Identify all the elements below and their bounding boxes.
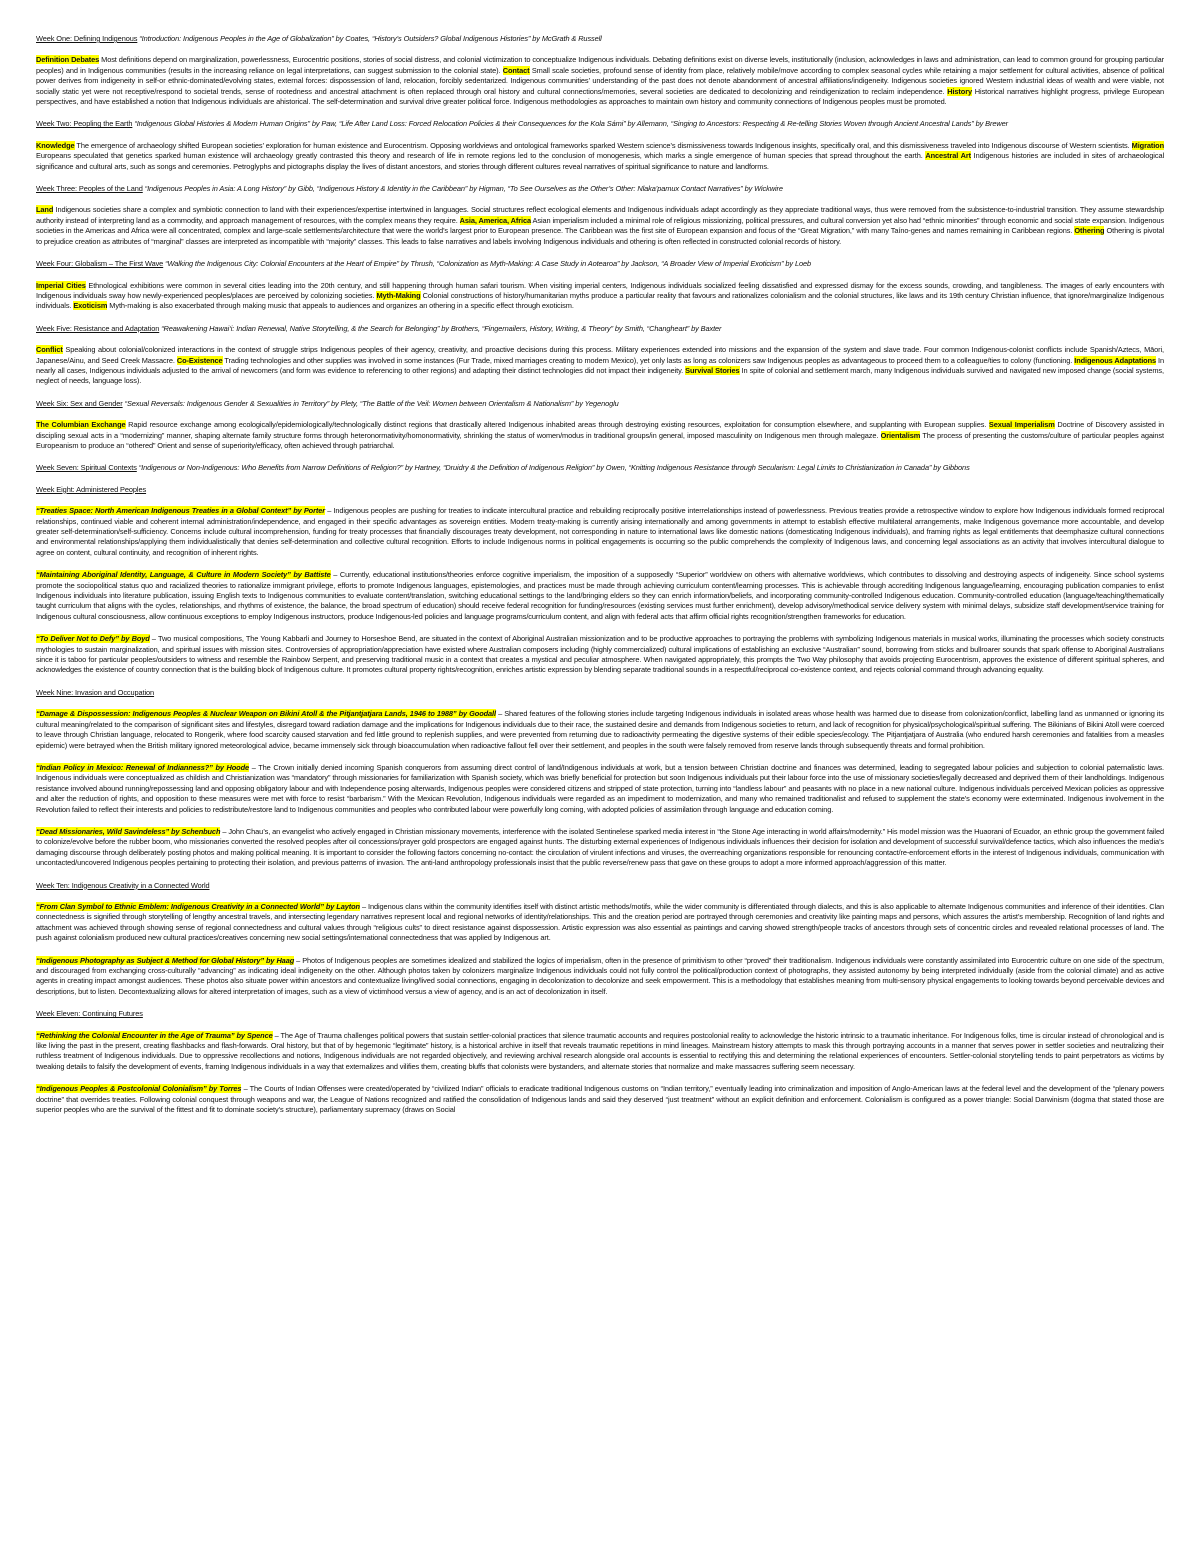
week-title: Week Five: Resistance and Adaptation — [36, 323, 160, 333]
paragraph-text: Indigenous societies share a complex and symbiotic connection to land with their experiences/expertise intertwined in languages. Social structures reflect ecological elements and Indigenous individuals adapt accordingly as they appreciate traditional ways, thus were removed from the subsistence-to-industrial transition. They assume stewardship authority instead of interpreting land as a commodity, and approach management of resources, with the complex means they require. — [36, 205, 1164, 225]
highlighted-term: Land — [36, 205, 54, 215]
highlighted-term: Orientalism — [880, 430, 921, 440]
week-heading — [36, 119, 1164, 129]
paragraph-text: Small scale societies, profound sense of identity from place, relatively mobile/move according to complex seasonal cycles while retaining a major settlement for cultural activities, absence of political power derives from indigeneity in self-or ethnic-dominated/evolving states, external forces: dispossession of land, relocation, forcibly sedentarized. Indigenous communities’ understanding of the past does not denote abandonment of ancestral affiliations/indigeneity. Indigenous societies ignored Western industrial ideas of wealth and were viable, not socially static yet were not receptive/respond to societal trends, sense of rootedness and ancestral attachment is often replaced through oral history and cultural connections/memories, several societies are dedicated to decolonizing and reindigenization to reclaim independence. — [36, 65, 1165, 96]
week-readings: “Sexual Reversals: Indigenous Gender & Sexualities in Territory” by Plety, “The Battle of the Veil: Women between Orientalism & Nationalism” by Yegenoglu — [124, 398, 619, 408]
week-readings: “Walking the Indigenous City: Colonial Encounters at the Heart of Empire” by Thrush, “Colonization as Myth-Making: A Case Study in Aotearoa” by Jackson, “A Broader View of Imperial Exoticism” by Loeb — [165, 259, 811, 269]
week-heading — [36, 34, 1164, 44]
highlighted-term: Definition Debates — [36, 55, 100, 65]
week-heading — [36, 485, 1164, 495]
paragraph-text: The process of presenting the customs/culture of particular peoples against Europeanism to produce an “othered” Orient and sense of superiority/efficacy, often achieved through patriarchal. — [36, 430, 1164, 450]
week-readings: “Indigenous Peoples in Asia: A Long History” by Gibb, “Indigenous History & Identity in the Caribbean” by Higman, “To See Ourselves as the Other’s Other: Nlaka’pamux Contact Narratives” by Wickwire — [144, 184, 783, 194]
paragraph-text: Doctrine of Discovery assisted in discipling sexual acts in a “modernizing” manner, shaping alternate family structure forms through heteronormativity/homonormativity, shrinking the status of women/modus in traditional groups/in general, imposed masculinity on Indigenous men through malegaze. — [36, 420, 1164, 440]
week-title: Week Seven: Spiritual Contexts — [36, 463, 137, 473]
paragraph-text: – Indigenous clans within the community identifies itself with distinct artistic methods/motifs, while the wider community is differentiated through dialects, and this is also applicable to alternate Indigenous communities and inference of their identities. Clan connectedness is signified through storytelling of lengthy ancestral travels, and intersecting legendary narratives represent local and regional networks of identity/relationships. This and the creation period are portrayed through ceremonies and creativity like painting maps and persons, which assures the artist’s membership. Recognition of land rights and attachment was achieved through showing sense of regional connectedness and cultural values through “religious cults” to direct resistance against dispossession. Artistic expression was also essential as paintings and carving showed strength/people tracks of ancestors through sets of concentric circles and revealed relational processes of land. The push against colonialism produced new cultural practices/creatives concerning new social settings/international connectedness that was applied by Indigenous art. — [36, 901, 1165, 943]
paragraph-text: – Currently, educational institutions/theories enforce cognitive imperialism, the imposition of a supposedly “Superior” worldview on others with alternative worldviews, which contributes to dissolving and destroying aspects of indigeneity. Since school systems promote the sociopolitical status quo and racialized theories to rationalize immigrant privilege, efforts to promote Indigenous languages, epistemologies, and practices must be made through achieving curriculum content/learning processes. This is achievable through accrediting Indigenous language/learning, encouraging publication companies to enlist Indigenous individuals into literature publication, issuing English texts to Indigenous communities to evaluate content/translation, switching educational settings to the land/bringing elders so they can enrich information/beliefs, and incorporating community-controlled Indigenous education. Community-controlled education (language/teaching/thematically taught curriculum that aligns with the cycles, relationships, and rhythms of existence, the balance, the broad spectrum of education) should receive federal recognition for funding/resources (existing services must further enrichment), develop advisory/methodical service delivery system with minimal delays, subsidize staff development/service training for Indigenous cultural consciousness, allow continuous exceptions to employ Indigenous instructors, produce Indigenous-led policies and language programs/curriculum content, and align with federal acts that affirm official rights recognition/strengthen frameworks for education. — [36, 570, 1164, 621]
week-title: Week Six: Sex and Gender — [36, 398, 123, 408]
paragraph-text: Asian imperialism included a minimal role of religious missionizing, political pressures, and cultural conversion yet also had “ethnic minorities” through economic and social state expansion. Indigenous societies in the Americas and Africa were all concentrated, complex and large-scale settlements/architecture that were the world’s largest prior to European presence. The Caribbean was the first site of European expansion and focus of the “Great Migration,” with many Taíno-genes and names remaining in Caribbean regions. — [36, 215, 1165, 236]
paragraph-text: – The Courts of Indian Offenses were created/operated by “civilized Indian” officials to eradicate traditional Indigenous customs on “Indian territory,” eventually leading into criminalization and imposition of Anglo-American laws at the federal level and the development of the “plenary powers doctrine” that overrides treaties. Following colonial conquest through weapons and war, the League of Nations recognized and ratified the consolidation of Indigenous lands and said they deserved “just treatment” without an explicit definition and enforcement. Colonialism is configured as a power triangle: Social Darwinism (dogma that stated those are superior peoples who are the survival of the fittest and fit to dominate society’s structure), parliamentary supremacy (draws on Social — [36, 1084, 1164, 1115]
highlighted-term: Myth-Making — [376, 290, 421, 300]
week-readings: “Indigenous Global Histories & Modern Human Origins” by Paw, “Life After Land Loss: Forced Relocation Policies & their Consequences for the Kola Sámi” by Allemann, “Singing to Ancestors: Respecting & Re-telling Stories Woven through Ancient Ancestral Lands” by Brewer — [134, 119, 1008, 129]
paragraph-text: In spite of colonial and settlement march, many Indigenous individuals survived and navigated new imposed change (social systems, neglect of needs, language loss). — [36, 365, 1164, 386]
week-readings: “Introduction: Indigenous Peoples in the Age of Globalization” by Coates, “History’s Outsiders? Global Indigenous Histories” by McGrath & Russell — [139, 34, 602, 43]
paragraph-text: Colonial constructions of history/humanitarian myths produce a particular reality that favours and rationalizes colonialism and the colonial structures, like laws and its 19th century Christian influence, that ignore/marginalize Indigenous individuals. — [36, 290, 1164, 311]
week-title: Week Three: Peoples of the Land — [36, 184, 143, 194]
highlighted-source-title: “Dead Missionaries, Wild Savindeless” by Schenbuch — [36, 826, 221, 836]
highlighted-source-title: “Indigenous Photography as Subject & Method for Global History” by Haag — [36, 955, 295, 965]
paragraph-text: – Shared features of the following stories include targeting Indigenous individuals in isolated areas whose health was harmed due to disease from colonization/conflict, labelling land as unmanned or ignoring its cultural meaning/related to the comparison of significant sites and lifestyles, disregard toward radiation damage and the implications for Indigenous individuals due to their race, the sustained desire and demands from Indigenous societies to return, and lack of recognition for physical/psychological/spiritual suffering. The Bikinians of Bikini Atoll were coerced to leave through Christian language, relocated to Rongerik, where food scarcity caused starvation and fed little ground to replenish supplies, and were prevented from returning due to radioactivity permeating the digestive systems of their edible species/ecology. The Pitjantjatjara of Australia (who endured harsh ceremonies and fatalities from a measles epidemic) were betrayed when the British military ignored meteorological advice, became immensely sick through bioaccumulation when radioactive fallout fell over their settlement, and peoples in the south were falsely removed from reserve lands through subsequently threats and formal prohibition. — [36, 709, 1164, 750]
paragraph-text: – Photos of Indigenous peoples are sometimes idealized and stabilized the logics of imperialism, often in the presence of primitivism to other “proved” their traditionalism. Indigenous individuals were constantly assimilated into Eurocentric culture on one side of the spectrum, and discouraged from exchanging cross-culturally “advancing” as indicating ideal indigeneity on the other. Although photos taken by colonizers marginalize Indigenous individuals could not fully control the political/production context of photographs, they assisted autonomy by being interpreted individually (aside from the colonial climate) and as active agents in creating impact amongst audiences. These photos also situate power within ancestors and contextualize living/lived social connections, engaging in decolonization to decolonize and seek empowerment. This is a methodology that establishes meaning from multi-sensory physical engagements to looking towards beyond perceivable devices and descriptions, but to listen. Decontextualizing allows for altered interpretation of images, such as a view of victimhood versus a view of agency, and is an act of decolonization in itself. — [36, 955, 1164, 996]
week-heading — [36, 688, 1164, 698]
week-heading — [36, 324, 1164, 334]
highlighted-term: The Columbian Exchange — [36, 420, 126, 430]
highlighted-source-title: “Rethinking the Colonial Encounter in the Age of Trauma” by Spence — [36, 1030, 273, 1040]
highlighted-term: History — [947, 86, 972, 96]
summary-paragraph — [36, 709, 1164, 751]
summary-paragraph — [36, 420, 1164, 451]
week-heading — [36, 1009, 1164, 1019]
highlighted-term: Exoticism — [73, 301, 108, 311]
highlighted-term: Asia, America, Africa — [459, 215, 531, 225]
highlighted-term: Sexual Imperialism — [988, 420, 1055, 430]
summary-paragraph — [36, 281, 1164, 312]
highlighted-term: Conflict — [36, 345, 63, 355]
paragraph-text: The emergence of archaeology shifted European societies’ exploration for human existence and Eurocentrism. Opposing worldviews and ontological frameworks sparked Western science’s dismissiveness towards Indigenous insights, specifically oral, and this dismissiveness traveled into Indigenous discourse of Western scientists. — [74, 140, 1132, 150]
week-heading — [36, 184, 1164, 194]
summary-paragraph — [36, 55, 1164, 107]
highlighted-source-title: “To Deliver Not to Defy” by Boyd — [36, 634, 150, 644]
highlighted-term: Knowledge — [36, 140, 75, 150]
paragraph-text: Rapid resource exchange among ecologically/epidemiologically/technologically distinct regions that drastically altered Indigenous inhabited areas through destroying existing resources, exploitation for consumption elsewhere, and supplanting with European supplies. — [125, 420, 989, 430]
week-title: Week Ten: Indigenous Creativity in a Connected World — [36, 880, 210, 890]
summary-paragraph — [36, 956, 1164, 998]
highlighted-source-title: “From Clan Symbol to Ethnic Emblem: Indigenous Creativity in a Connected World” by Layton — [36, 901, 360, 911]
highlighted-source-title: “Indian Policy in Mexico: Renewal of Indianness?” by Hoode — [36, 762, 250, 772]
paragraph-text: Ethnological exhibitions were common in several cities leading into the 20th century, and still happening through human safari tourism. When visiting imperial centers, Indigenous individuals socialized feeling dissatisfied and expressed dismay for the excess sounds, crowding, and tangibleness. The images of early encounters with Indigenous individuals sway how newly-experienced peoples/places are perceived by colonizing societies. — [36, 280, 1164, 300]
paragraph-text: Speaking about colonial/colonized interactions in the context of struggle strips Indigenous peoples of their agency, creativity, and proactive decisions during this process. Military experiences extended into missions and the expansion of the system and slave trade. Four common Indigenous-colonist conflicts include Spanish/Aztecs, Māori, Japanese/Ainu, and Seed Creek Massacre. — [36, 345, 1164, 365]
week-title: Week Eleven: Continuing Futures — [36, 1009, 143, 1019]
summary-paragraph — [36, 205, 1164, 247]
highlighted-term: Othering — [1074, 226, 1105, 236]
paragraph-text: – John Chau’s, an evangelist who actively engaged in Christian missionary movements, interference with the isolated Sentinelese sparked media interest in “the Stone Age interacting in world affairs/modernity.” His model mission was the Huaorani of Ecuador, an ethnic group the government failed to colonize/evolve before the rubber boom, who missionaries converted the resolved peoples after oil concessions/prayer gold prospectors are engaged against hunts. The disturbing external experiences of Indigenous individuals influences their decision for isolation and development of successful survival/defence tactics, which also influences the media’s damaging discourse through deliberately posting photos and making political meaning. It is important to consider the following factors concerning no-contact: the circulation of virulent infections and viruses, the overreaching organizations responsible for renouncing contact/re-enforcement efforts in the interest of Indigenous individuals, communication with uncontacted/uncovered Indigenous peoples pertaining to protecting their isolation, and previous patterns of invasion. The anti-land anthropology professionals insist that the public reverse/renew pass that gave on these groups to adopt a more informed approach/aggression of this matter. — [36, 826, 1164, 868]
highlighted-term: Imperial Cities — [36, 280, 86, 290]
highlighted-source-title: “Treaties Space: North American Indigenous Treaties in a Global Context” by Porter — [36, 506, 326, 516]
summary-paragraph — [36, 763, 1164, 815]
paragraph-text: Myth-making is also exacerbated through making music that appeals to audiences and organizes an othering in a specific effect through exoticism. — [107, 301, 574, 311]
summary-paragraph — [36, 345, 1164, 387]
paragraph-text: – The Crown initially denied incoming Spanish conquerors from assuming direct control of land/Indigenous individuals at work, but a tension between Christian doctrine and finances was determined, leading to segregated labour policies and subjection to colonial paternalistic laws. Indigenous individuals were conceptualized as childish and Christianization was “mandatory” through missionaries for familiarization with Spanish society, which was briefly beneficial for protection but soon Indigenous individuals put their labour force into the use of missionary societies/legally decreased and deprived them of their landholdings. Indigenous resistance involved abound running/repossessing land and opposing obligatory labour and with Independence posing alterwards, Indigenous peoples were considered citizens and stripped of state protection, turning into “landless labour” and peasants with no place in a new national culture. Indigenous individuals perceived Mexican policies as oppressive and alter the reduction of rights, and opposition to these measures were met with force to resist “barbarism.” With the Mexican Revolution, Indigenous individuals were regarded as an impediment to modernization, and many who remained traditionalist and refused to supplement the state’s economy were exterminated. Indigenous involvement in the Revolution failed to reflect their interests and policies to redistribute/restore land to Indigenous communities and peoples who contributed labour were powerfully long coming, with adopted policies of assimilation through language and education coming. — [36, 762, 1164, 814]
paragraph-text: – Indigenous peoples are pushing for treaties to indicate intercultural practice and rebuilding reciprocally positive interrelationships instead of powerlessness. Previous treaties provide a retrospective window to explore how Indigenous individuals formed reciprocal relationships, continued viable and coherent internal administration/independence, and engaged in their specific advantages as sovereign entities. Modern treaty-making is currently arising internationally and among governments in attempt to establish effective multilateral arrangements, make Indigenous governance more accountable, and develop greater self-determination/self-sufficiency. Concerns include cultural incomprehension, funding for treaty processes that financially discourages treaty development, not corresponding in nature to international laws like domestic nations (domesticating Indigenous individuals), and framing rights as legal entitlements that deemphasize cultural connections and environmental relationships/applying them individualistically that denies self-determination and collective cultural recognition. Efforts to include Indigenous norms in political engagements is occurring so the public comprehends the complexity of Indigenous laws, and concerning legal associations as an activity that involves intercultural dialogue to agree on content, cultural continuity, and recognition of inherent rights. — [36, 506, 1164, 557]
week-title: Week Nine: Invasion and Occupation — [36, 687, 155, 697]
week-heading — [36, 463, 1164, 473]
highlighted-term: Co-Existence — [176, 355, 223, 365]
highlighted-source-title: “Maintaining Aboriginal Identity, Language, & Culture in Modern Society” by Battiste — [36, 570, 331, 580]
highlighted-term: Migration — [1131, 140, 1164, 150]
summary-paragraph — [36, 1031, 1164, 1073]
highlighted-source-title: “Damage & Dispossession: Indigenous Peoples & Nuclear Weapon on Bikini Atoll & the Pitjantjatjara Lands, 1946 to 1988” by Goodall — [36, 709, 496, 719]
week-readings: “Indigenous or Non-Indigenous: Who Benefits from Narrow Definitions of Religion?” by Hartney, “Druidry & the Definition of Indigenous Religion” by Owen, “Knitting Indigenous Resistance through Secularism: Legal Limits to Christianization in Canada” by Gibbons — [138, 463, 970, 473]
week-title: Week Eight: Administered Peoples — [36, 484, 147, 494]
paragraph-text: – Two musical compositions, The Young Kabbarli and Journey to Horseshoe Bend, are situated in the context of Aboriginal Australian missionization and to be productive approaches to portraying the problems with symbolizing Indigenous materials in musical works, illuminating the processes which society constructs mythologies to sustain marginalization, and spiritual issues with mission sites. Controversies of appropriation/appreciation have existed where Australian composers including (highly commercialized) cultural implications of establishing an exclusive “Australian” sound, borrowing from sticks and bullroarer sounds that spark offense to Aboriginal Australians since it is taboo for particular peoples/outsiders to witness and resemble the Rainbow Serpent, and preserving traditional music in a context that creates a mystical and peculiar atmosphere. When navigated appropriately, this prompts the Two Way philosophy that avoids projecting Eurocentrism, approves the existence of different spiritual spheres, and acknowledges the existence of country connection that is the building block of Indigenous culture. It promotes cultural property rights/recognition, enriches artistic expression by blending separate traditional sounds in a respectful/reciprocal co-existence context, and rejects colonial command through advancing equality. — [36, 634, 1165, 675]
highlighted-term: Survival Stories — [685, 365, 740, 375]
week-title: Week Four: Globalism – The First Wave — [36, 259, 164, 269]
paragraph-text: Othering is pivotal to prejudice creation as attributes of “marginal” classes are interpreted as incompatible with “majority” classes. This leads to false narratives and labels involving Indigenous individuals and othering is often reflected in constructed colonial records of history. — [36, 226, 1164, 246]
week-title: Week Two: Peopling the Earth — [36, 119, 133, 129]
paragraph-text: In nearly all cases, Indigenous individuals adjusted to the arrival of newcomers (and form was evidence to referencing to other regions) and adapting their distinct technologies did not impact their indigeneity. — [36, 355, 1165, 375]
week-heading — [36, 399, 1164, 409]
highlighted-term: Indigenous Adaptations — [1074, 355, 1157, 365]
paragraph-text: Trading technologies and other supplies was involved in some instances (Fur Trade, mixed marriages creating to modern Mexico), yet only lasts as long as colonizers saw Indigenous peoples as advantageous to proceed them to a colleague/ties to colony (functioning. — [222, 355, 1075, 365]
summary-paragraph — [36, 570, 1164, 622]
summary-paragraph — [36, 141, 1164, 172]
paragraph-text: – The Age of Trauma challenges political powers that sustain settler-colonial practices that silence traumatic accounts and requires postcolonial reality to acknowledge the historic intrinsic to a traumatic inheritance. For Indigenous folks, time is circular instead of chronological and is like living the past in the present, creating flashbacks and flash-forwards. Oral history, but that of by hegemonic “legitimate” history, is a historical archive in itself that reveals traumatic repetitions in mind lineages. Mainstream history attempts to mask this through portraying accounts in a manner that serves power in settler societies and neutralizing their ruthless treatment of Indigenous individuals. Due to oppressive recollections and notions, Indigenous individuals are not regarded objectively, and reviewing archival research alongside oral accounts is essential to rectifying this and determining the relational experiences of encounters. Settler-colonial storytelling tends to paint perpetrators as victims by tweaking details to falsify the development of events, framing Indigenous individuals in a way that externalizes and vilifies them, creating bluffs that colonists were bystanders, and alternate stories that normalize and make massacres suffering seem necessary. — [36, 1030, 1164, 1071]
summary-paragraph — [36, 634, 1164, 676]
week-heading — [36, 881, 1164, 891]
paragraph-text: Indigenous histories are included in sites of archaeological significance and cultural arts, such as songs and ceremonies. Petroglyphs and pictographs display the lives of distant ancestors, and stories through different cultures reveal narratives of spiritual significance to nature and landforms. — [36, 151, 1164, 171]
week-heading — [36, 259, 1164, 269]
highlighted-term: Contact — [502, 65, 530, 75]
week-title: Week One: Defining Indigenous — [36, 34, 138, 43]
summary-paragraph — [36, 902, 1164, 944]
highlighted-source-title: “Indigenous Peoples & Postcolonial Colonialism” by Torres — [36, 1084, 242, 1094]
summary-paragraph — [36, 1084, 1164, 1115]
paragraph-text: Europeans speculated that genetics sparked human existence will archaeology greatly contrasted this theory and research of life in remote regions led to the conclusion of monogenesis, which marks a single emergence of human species that spread throughout the earth. — [36, 151, 926, 161]
summary-paragraph — [36, 506, 1164, 558]
paragraph-text: Historical narratives highlight progress, privilege European perspectives, and have established a notion that Indigenous individuals are ahistorical. The self-determination and survival drive greater political force. Indigenous methodologies as approaches to maintain own history and community connections of Indigenous peoples must be promoted. — [36, 86, 1164, 107]
week-readings: “Reawakening Hawai‘i: Indian Renewal, Native Storytelling, & the Search for Belonging” by Brothers, “Fingernailers, History, Writing, & Theory” by Smith, “Changheart” by Baxter — [161, 323, 722, 333]
summary-paragraph — [36, 827, 1164, 869]
highlighted-term: Ancestral Art — [925, 151, 971, 161]
paragraph-text: Most definitions depend on marginalization, powerlessness, Eurocentric positions, stories of social distress, and colonial victimization to conceptualize Indigenous individuals. Debating definitions exist on diverse levels, institutionally (inclusion, acknowledges in laws and administration, can lead to common ground for grouping particular peoples) and in Indigenous communities (results in the increasing reliance on legal interpretations, can suggest submission to the colonial state). — [36, 55, 1164, 75]
